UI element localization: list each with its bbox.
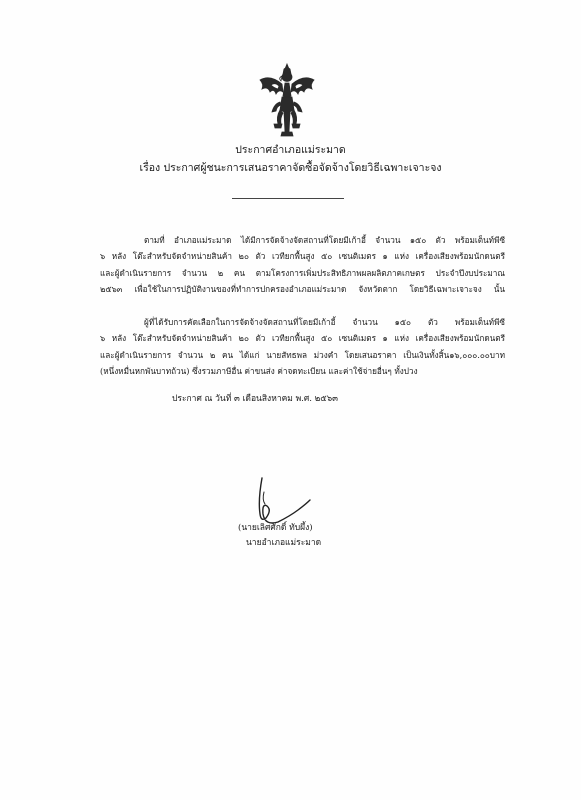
paragraph-background bbox=[100, 232, 505, 298]
announcement-title: ประกาศอำเภอแม่ระมาด bbox=[235, 144, 346, 156]
paragraph-line: ๖ หลัง โต๊ะสำหรับจัดจำหน่ายสินค้า ๒๐ ตัว เวทียกพื้นสูง ๕๐ เซนติเมตร ๑ แห่ง เครื่องเสียงพร้อมนักดนตรี bbox=[100, 251, 505, 262]
paragraph-line: ๒๕๖๓ เพื่อใช้ในการปฏิบัติงานของที่ทำการปกครองอำเภอแม่ระมาด จังหวัดตาก โดยวิธีเฉพาะเจาะจง นั้น bbox=[100, 284, 505, 295]
announcement-subject: เรื่อง ประกาศผู้ชนะการเสนอราคาจัดซื้อจัดจ้างโดยวิธีเฉพาะเจาะจง bbox=[139, 162, 442, 174]
paragraph-line: ๖ หลัง โต๊ะสำหรับจัดจำหน่ายสินค้า ๒๐ ตัว เวทียกพื้นสูง ๕๐ เซนติเมตร ๑ แห่ง เครื่องเสียงพร้อมนักดนตรี bbox=[100, 333, 505, 344]
signer-name: (นายเลิศศักดิ์ ทับผึ้ง) bbox=[238, 523, 313, 533]
announcement-date: ประกาศ ณ วันที่ ๓ เดือนสิงหาคม พ.ศ. ๒๕๖๓ bbox=[172, 394, 338, 404]
paragraph-line: และผู้ดำเนินรายการ จำนวน ๒ คน ได้แก่ นายสัทธพล ม่วงคำ โดยเสนอราคา เป็นเงินทั้งสิ้น๑๖,๐๐๐.๐๐บาท bbox=[100, 349, 505, 360]
garuda-emblem-icon bbox=[256, 62, 318, 138]
paragraph-winner bbox=[100, 314, 505, 380]
paragraph-line: ผู้ที่ได้รับการคัดเลือกในการจัดจ้างจัดสถานที่โดยมีเก้าอี้ จำนวน ๑๕๐ ตัว พร้อมเต็นท์พีซี bbox=[144, 317, 505, 327]
paragraph-line: ตามที่ อำเภอแม่ระมาด ได้มีการจัดจ้างจัดสถานที่โดยมีเก้าอี้ จำนวน ๑๕๐ ตัว พร้อมเต็นท์พีซี bbox=[144, 235, 505, 245]
paragraph-line: และผู้ดำเนินรายการ จำนวน ๒ คน ตามโครงการเพิ่มประสิทธิภาพผลผลิตภาคเกษตร ประจำปีงบประมาณ bbox=[100, 267, 505, 278]
paragraph-line: (หนึ่งหมื่นหกพันบาทถ้วน) ซึ่งรวมภาษีอื่น ค่าขนส่ง ค่าจดทะเบียน และค่าใช้จ่ายอื่นๆ ทั้งปวง bbox=[100, 366, 418, 377]
signer-title: นายอำเภอแม่ระมาด bbox=[246, 538, 322, 548]
title-separator-line bbox=[232, 198, 344, 199]
